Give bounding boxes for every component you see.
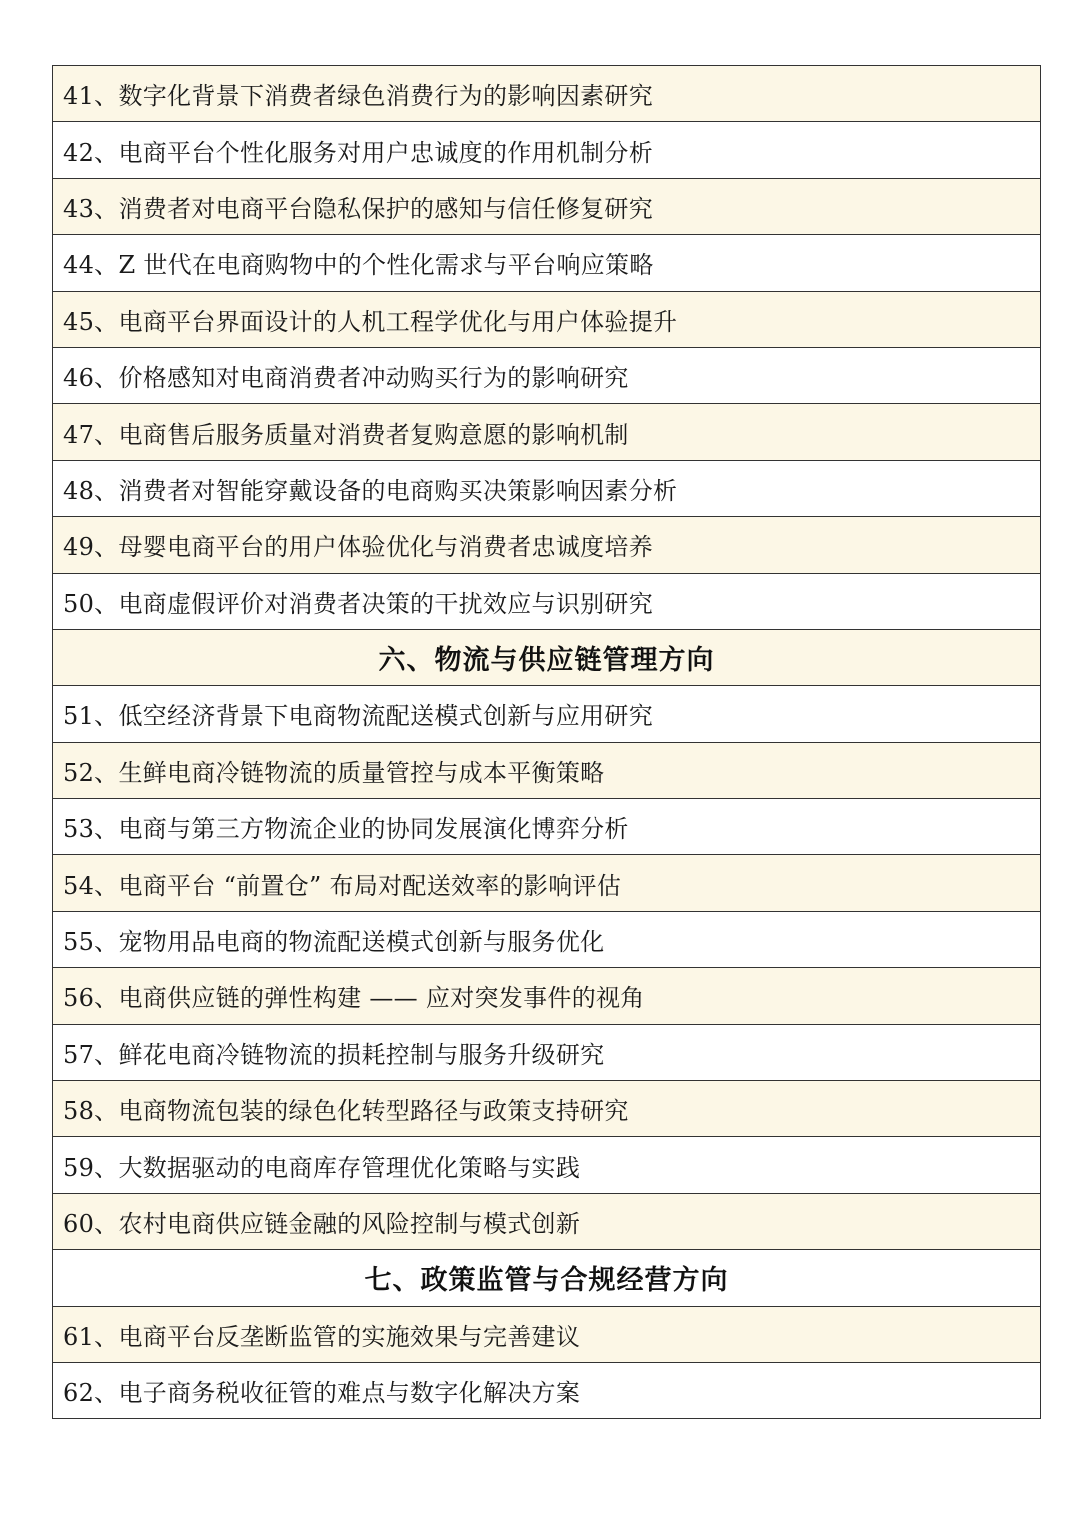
table-cell: 61、电商平台反垄断监管的实施效果与完善建议 xyxy=(53,1306,1041,1362)
table-row xyxy=(53,517,1041,573)
table-row xyxy=(53,122,1041,178)
table-cell: 42、电商平台个性化服务对用户忠诚度的作用机制分析 xyxy=(53,122,1041,178)
table-cell: 52、生鲜电商冷链物流的质量管控与成本平衡策略 xyxy=(53,742,1041,798)
table-row xyxy=(53,855,1041,911)
table-cell: 49、母婴电商平台的用户体验优化与消费者忠诚度培养 xyxy=(53,517,1041,573)
table-row xyxy=(53,742,1041,798)
table-cell: 53、电商与第三方物流企业的协同发展演化博弈分析 xyxy=(53,799,1041,855)
table-row xyxy=(53,235,1041,291)
section-header-row xyxy=(53,629,1041,685)
table-cell: 58、电商物流包装的绿色化转型路径与政策支持研究 xyxy=(53,1081,1041,1137)
table-cell: 54、电商平台 “前置仓” 布局对配送效率的影响评估 xyxy=(53,855,1041,911)
table-cell: 62、电子商务税收征管的难点与数字化解决方案 xyxy=(53,1362,1041,1418)
table-cell: 48、消费者对智能穿戴设备的电商购买决策影响因素分析 xyxy=(53,460,1041,516)
table-cell: 51、低空经济背景下电商物流配送模式创新与应用研究 xyxy=(53,686,1041,742)
table-cell: 47、电商售后服务质量对消费者复购意愿的影响机制 xyxy=(53,404,1041,460)
section-title: 六、物流与供应链管理方向 xyxy=(53,629,1041,685)
section-title: 七、政策监管与合规经营方向 xyxy=(53,1250,1041,1306)
table-row xyxy=(53,573,1041,629)
table-row xyxy=(53,686,1041,742)
table-row xyxy=(53,178,1041,234)
table-row xyxy=(53,1193,1041,1249)
table-row xyxy=(53,291,1041,347)
table-cell: 41、数字化背景下消费者绿色消费行为的影响因素研究 xyxy=(53,66,1041,122)
table-cell: 55、宠物用品电商的物流配送模式创新与服务优化 xyxy=(53,911,1041,967)
table-row xyxy=(53,968,1041,1024)
table-row xyxy=(53,1081,1041,1137)
table-row xyxy=(53,1024,1041,1080)
table-cell: 45、电商平台界面设计的人机工程学优化与用户体验提升 xyxy=(53,291,1041,347)
table-cell: 56、电商供应链的弹性构建 —— 应对突发事件的视角 xyxy=(53,968,1041,1024)
table-row xyxy=(53,460,1041,516)
table-row xyxy=(53,799,1041,855)
table-row xyxy=(53,1306,1041,1362)
table-cell: 57、鲜花电商冷链物流的损耗控制与服务升级研究 xyxy=(53,1024,1041,1080)
table-row xyxy=(53,347,1041,403)
table-row xyxy=(53,911,1041,967)
table-row xyxy=(53,1137,1041,1193)
table-row xyxy=(53,404,1041,460)
table-row xyxy=(53,1362,1041,1418)
topic-table-body xyxy=(53,66,1041,1419)
table-cell: 50、电商虚假评价对消费者决策的干扰效应与识别研究 xyxy=(53,573,1041,629)
table-cell: 60、农村电商供应链金融的风险控制与模式创新 xyxy=(53,1193,1041,1249)
table-cell: 44、Z 世代在电商购物中的个性化需求与平台响应策略 xyxy=(53,235,1041,291)
table-cell: 46、价格感知对电商消费者冲动购买行为的影响研究 xyxy=(53,347,1041,403)
table-cell: 59、大数据驱动的电商库存管理优化策略与实践 xyxy=(53,1137,1041,1193)
section-header-row xyxy=(53,1250,1041,1306)
table-row xyxy=(53,66,1041,122)
topic-table xyxy=(52,65,1041,1419)
table-cell: 43、消费者对电商平台隐私保护的感知与信任修复研究 xyxy=(53,178,1041,234)
